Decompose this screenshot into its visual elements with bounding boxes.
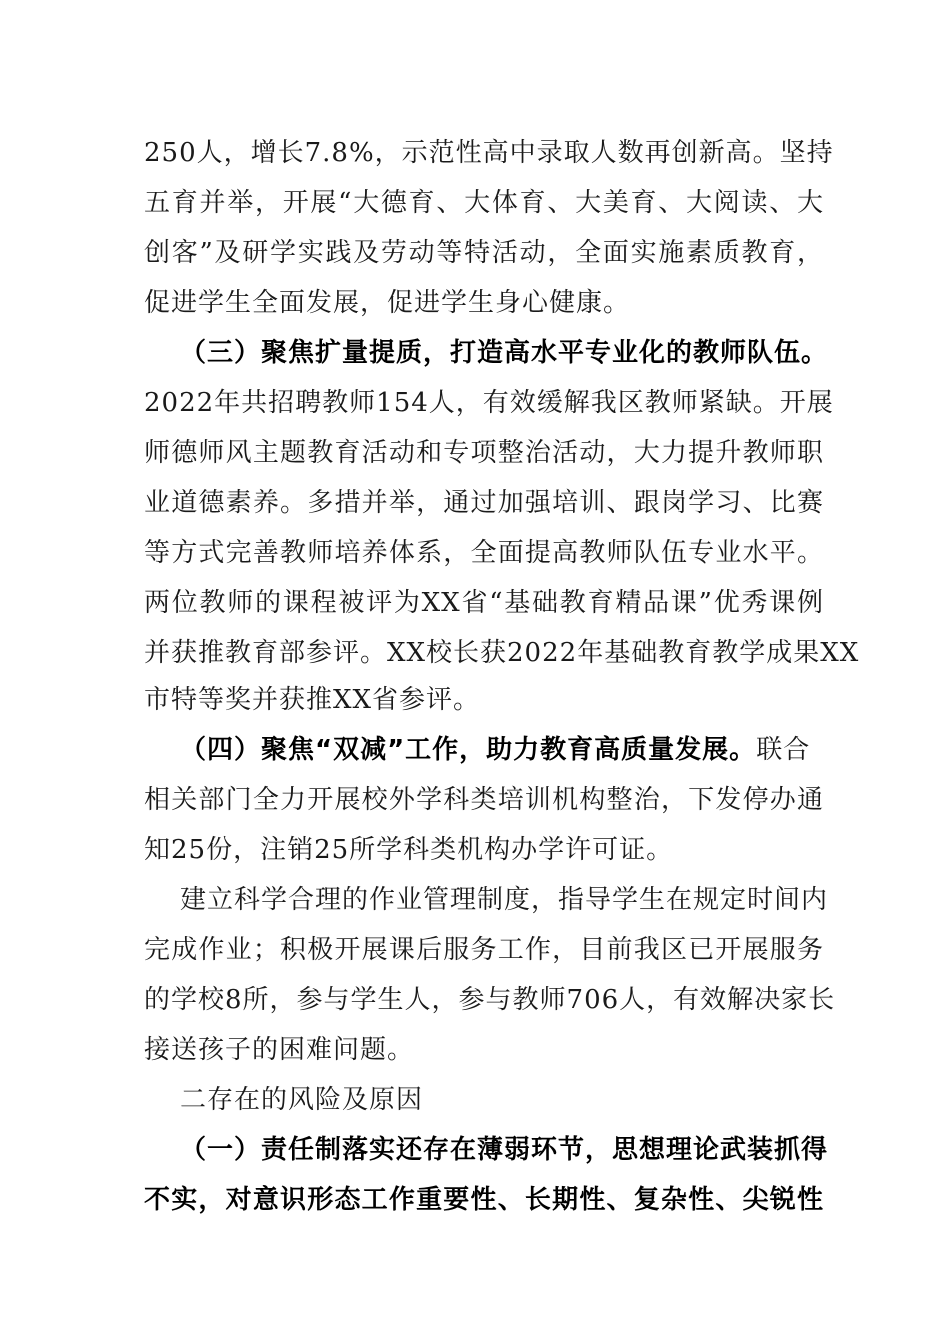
paragraph-line: 2022年共招聘教师154人，有效缓解我区教师紧缺。开展 <box>144 388 834 418</box>
paragraph-line: 知25份，注销25所学科类机构办学许可证。 <box>144 835 674 865</box>
paragraph-line: 等方式完善教师培养体系，全面提高教师队伍专业水平。 <box>144 538 824 568</box>
paragraph-line: 完成作业；积极开展课后服务工作，目前我区已开展服务 <box>144 935 824 965</box>
paragraph-line: 促进学生全面发展，促进学生身心健康。 <box>144 288 631 318</box>
paragraph-line: 接送孩子的困难问题。 <box>144 1035 415 1065</box>
paragraph-line: 不实，对意识形态工作重要性、长期性、复杂性、尖锐性 <box>144 1185 824 1215</box>
paragraph-line: 并获推教育部参评。XX校长获2022年基础教育教学成果XX <box>144 638 860 668</box>
paragraph-line: 创客”及研学实践及劳动等特活动，全面实施素质教育， <box>144 238 824 268</box>
section-heading-1: （一）责任制落实还存在薄弱环节，思想理论武装抓得 <box>180 1135 829 1165</box>
paragraph-line: 业道德素养。多措并举，通过加强培训、跟岗学习、比赛 <box>144 488 824 518</box>
section-heading-3: （三）聚焦扩量提质，打造高水平专业化的教师队伍。 <box>180 338 829 368</box>
section-heading-4: （四）聚焦“双减”工作，助力教育高质量发展。 <box>180 735 757 765</box>
paragraph-line: 250人，增长7.8%，示范性高中录取人数再创新高。坚持 <box>144 138 834 168</box>
paragraph-line-with-heading <box>180 730 824 770</box>
paragraph-line: 五育并举，开展“大德育、大体育、大美育、大阅读、大 <box>144 188 824 218</box>
paragraph-line: 相关部门全力开展校外学科类培训机构整治，下发停办通 <box>144 785 824 815</box>
paragraph-line: 建立科学合理的作业管理制度，指导学生在规定时间内 <box>180 885 829 915</box>
paragraph-line: 师德师风主题教育活动和专项整治活动，大力提升教师职 <box>144 438 824 468</box>
section-heading-2: 二存在的风险及原因 <box>180 1085 424 1115</box>
paragraph-line: 两位教师的课程被评为XX省“基础教育精品课”优秀课例 <box>144 588 824 618</box>
paragraph-line: 的学校8所，参与学生人，参与教师706人，有效解决家长 <box>144 985 836 1015</box>
paragraph-text: 联合 <box>756 735 811 765</box>
paragraph-line: 市特等奖并获推XX省参评。 <box>144 685 481 715</box>
